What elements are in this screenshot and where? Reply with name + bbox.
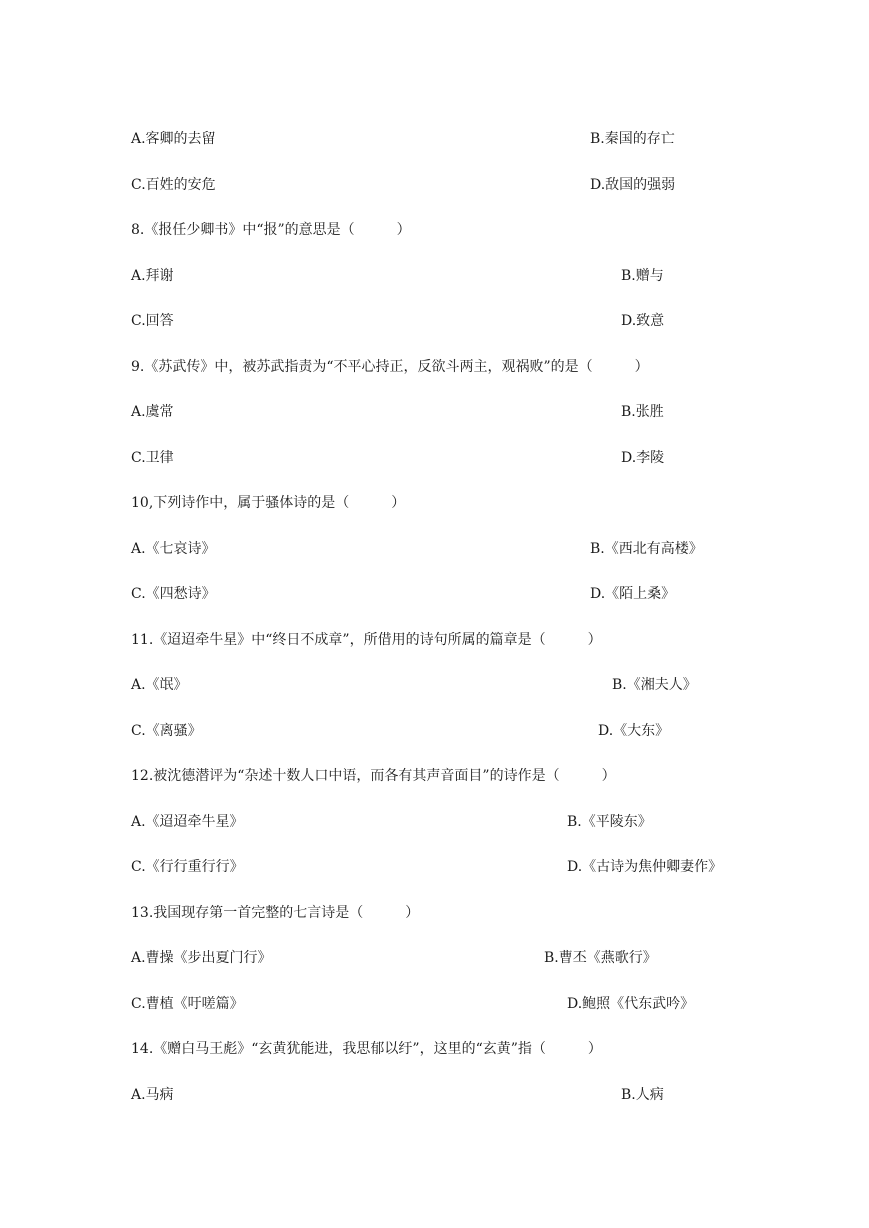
question-14: 14.《赠白马王彪》“玄黄犹能进，我思郁以纡”，这里的“玄黄”指（ ） <box>131 1041 602 1057</box>
q11-option-d: D.《大东》 <box>598 723 670 739</box>
question-13: 13.我国现存第一首完整的七言诗是（ ） <box>131 905 420 921</box>
q10-option-d: D.《陌上桑》 <box>590 586 676 602</box>
q7-option-c: C.百姓的安危 <box>131 177 216 193</box>
q7-option-d: D.敌国的强弱 <box>590 177 676 193</box>
q13-option-b: B.曹丕《燕歌行》 <box>544 950 657 966</box>
q8-option-d: D.致意 <box>621 313 665 329</box>
q12-option-a: A.《迢迢牵牛星》 <box>131 814 244 830</box>
q12-option-b: B.《平陵东》 <box>567 814 652 830</box>
q11-option-c: C.《离骚》 <box>131 723 202 739</box>
q9-option-d: D.李陵 <box>621 450 665 466</box>
question-11: 11.《迢迢牵牛星》中“终日不成章”，所借用的诗句所属的篇章是（ ） <box>131 632 602 648</box>
q10-option-c: C.《四愁诗》 <box>131 586 216 602</box>
question-12: 12.被沈德潜评为“杂述十数人口中语，而各有其声音面目”的诗作是（ ） <box>131 768 616 784</box>
q11-option-a: A.《氓》 <box>131 677 188 693</box>
q7-option-a: A.客卿的去留 <box>131 131 216 147</box>
q11-option-b: B.《湘夫人》 <box>612 677 697 693</box>
q8-option-a: A.拜谢 <box>131 268 174 284</box>
q8-option-c: C.回答 <box>131 313 174 329</box>
q14-option-a: A.马病 <box>131 1087 174 1103</box>
q9-option-b: B.张胜 <box>621 404 664 420</box>
q12-option-c: C.《行行重行行》 <box>131 859 244 875</box>
q9-option-a: A.虞常 <box>131 404 174 420</box>
q13-option-a: A.曹操《步出夏门行》 <box>131 950 272 966</box>
question-8: 8.《报任少卿书》中“报”的意思是（ ） <box>131 222 411 238</box>
q7-option-b: B.秦国的存亡 <box>590 131 675 147</box>
q10-option-a: A.《七哀诗》 <box>131 541 216 557</box>
q9-option-c: C.卫律 <box>131 450 174 466</box>
q10-option-b: B.《西北有高楼》 <box>590 541 703 557</box>
q8-option-b: B.赠与 <box>621 268 664 284</box>
question-10: 10,下列诗作中，属于骚体诗的是（ ） <box>131 495 406 511</box>
q13-option-c: C.曹植《吁嗟篇》 <box>131 996 244 1012</box>
q14-option-b: B.人病 <box>621 1087 664 1103</box>
question-9: 9.《苏武传》中，被苏武指责为“不平心持正，反欲斗两主，观祸败”的是（ ） <box>131 359 649 375</box>
q12-option-d: D.《古诗为焦仲卿妻作》 <box>567 859 723 875</box>
q13-option-d: D.鲍照《代东武吟》 <box>567 996 695 1012</box>
